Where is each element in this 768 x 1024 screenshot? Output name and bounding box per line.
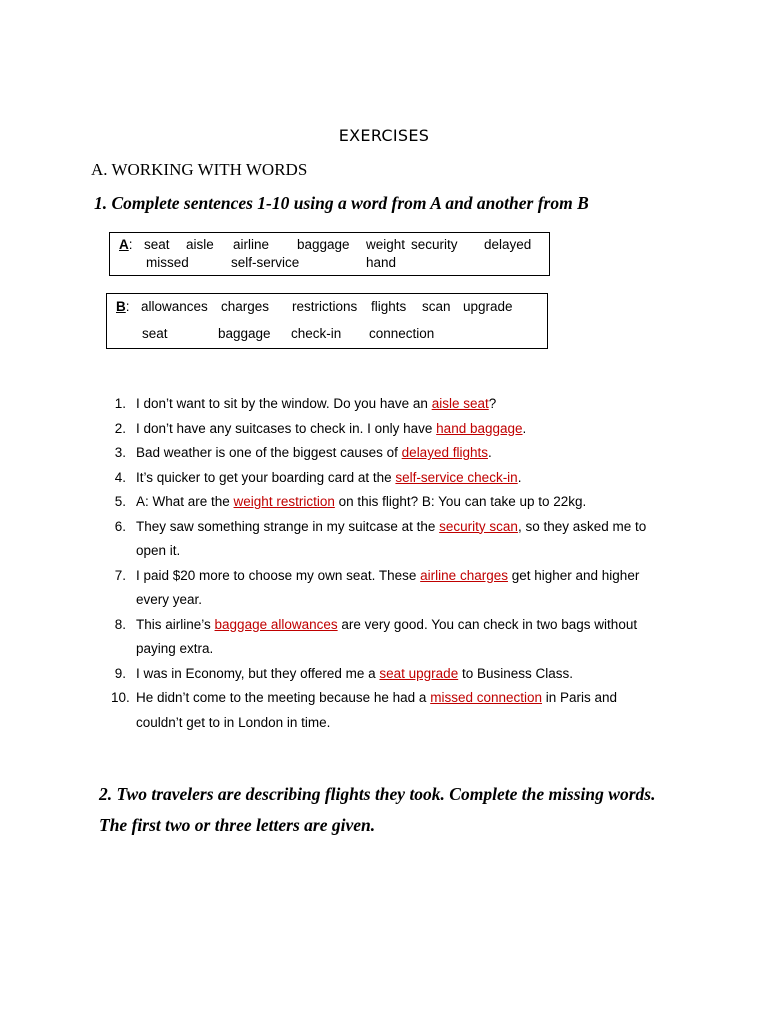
sentence-continuation: couldn’t get to in London in time. (136, 714, 331, 730)
word: missed (146, 255, 189, 270)
answer-text: baggage allowances (214, 616, 338, 632)
item-number: 3. (114, 445, 126, 460)
answer-text: seat upgrade (379, 665, 459, 681)
sentence-text: to Business Class. (458, 665, 573, 681)
sentence-text: in Paris and (542, 690, 618, 705)
word: scan (422, 299, 451, 314)
item-number: 2. (114, 420, 126, 436)
word: baggage (297, 237, 350, 252)
sentence-text: They saw something strange in my suitcase at the (136, 518, 440, 534)
word: upgrade (463, 299, 513, 314)
sentence-text: on this flight? B: You can take up to 22kg. (334, 494, 587, 509)
word: allowances (141, 299, 208, 314)
word: check-in (291, 326, 342, 341)
sentence-continuation: every year. (136, 592, 203, 607)
list-item (113, 417, 673, 442)
word-box-a (109, 232, 550, 276)
box-a-colon: : (128, 237, 133, 252)
task-2-instruction-line2: The first two or three letters are given. (99, 815, 376, 835)
word: seat (144, 237, 170, 252)
box-a-letter: A (119, 237, 129, 252)
sentence-text: get higher and higher (507, 567, 640, 583)
box-a-label (119, 237, 133, 252)
list-item (113, 466, 673, 491)
item-number: 7. (114, 567, 126, 583)
sentence-text: A: What are the (136, 494, 234, 509)
answer-text: self-service check-in (395, 469, 518, 485)
word: hand (366, 255, 397, 270)
task-2-instruction: 2. Two travelers are describing flights they took. Complete the missing words. (99, 784, 656, 804)
sentence-text: I don’t have any suitcases to check in. I only have (136, 420, 437, 436)
sentence-continuation: open it. (136, 543, 181, 558)
answer-text: delayed flights (401, 445, 488, 460)
item-number: 4. (114, 469, 126, 485)
box-b-colon: : (125, 299, 130, 314)
page-title: EXERCISES (338, 126, 430, 145)
answer-text: missed connection (430, 690, 543, 705)
answer-text: weight restriction (233, 494, 335, 509)
list-item (113, 392, 673, 417)
word: connection (369, 326, 435, 341)
word: aisle (186, 237, 214, 252)
item-number: 6. (114, 518, 126, 534)
item-number: 8. (114, 616, 126, 632)
word: baggage (218, 326, 271, 341)
item-number: 5. (114, 494, 126, 509)
sentence-text: I don’t want to sit by the window. Do you have an (136, 396, 432, 411)
sentence-text: Bad weather is one of the biggest causes of (136, 445, 402, 460)
sentence-text: This airline’s (136, 616, 215, 632)
box-b-label (116, 299, 130, 314)
word: charges (221, 299, 270, 314)
sentence-text: I paid $20 more to choose my own seat. These (136, 567, 421, 583)
sentence-text: are very good. You can check in two bags without (337, 616, 638, 632)
answer-text: aisle seat (431, 396, 489, 411)
item-number: 9. (114, 665, 126, 681)
word: flights (371, 299, 407, 314)
list-item (113, 515, 673, 564)
sentence-text: He didn’t come to the meeting because he had a (136, 690, 431, 705)
answer-text: security scan (439, 518, 518, 534)
word: delayed (484, 237, 532, 252)
answer-text: hand baggage (436, 420, 523, 436)
list-item (113, 441, 673, 466)
list-item (113, 686, 673, 735)
sentence-text: I was in Economy, but they offered me a (136, 665, 380, 681)
list-item (113, 662, 673, 687)
answer-text: airline charges (420, 567, 508, 583)
sentence-text: , so they asked me to (517, 518, 647, 534)
word: weight (366, 237, 406, 252)
sentence-text: It’s quicker to get your boarding card at the (136, 469, 396, 485)
word: security (411, 237, 458, 252)
sentence-continuation: paying extra. (136, 641, 214, 656)
sentence-text: . (522, 420, 527, 436)
list-item (113, 613, 673, 662)
list-item (113, 564, 673, 613)
section-heading: A. WORKING WITH WORDS (91, 160, 308, 179)
word-box-b (106, 293, 548, 349)
sentence-list (113, 392, 673, 735)
item-number: 1. (114, 396, 126, 411)
box-b-letter: B (116, 299, 126, 314)
sentence-text: . (517, 469, 522, 485)
word: airline (233, 237, 270, 252)
word: seat (142, 326, 168, 341)
word: restrictions (292, 299, 358, 314)
task-1-instruction: 1. Complete sentences 1-10 using a word from A and another from B (94, 193, 589, 213)
item-number: 10. (111, 690, 130, 705)
sentence-text: . (487, 445, 492, 460)
list-item (113, 490, 673, 515)
sentence-text: ? (488, 396, 497, 411)
word: self-service (231, 255, 300, 270)
